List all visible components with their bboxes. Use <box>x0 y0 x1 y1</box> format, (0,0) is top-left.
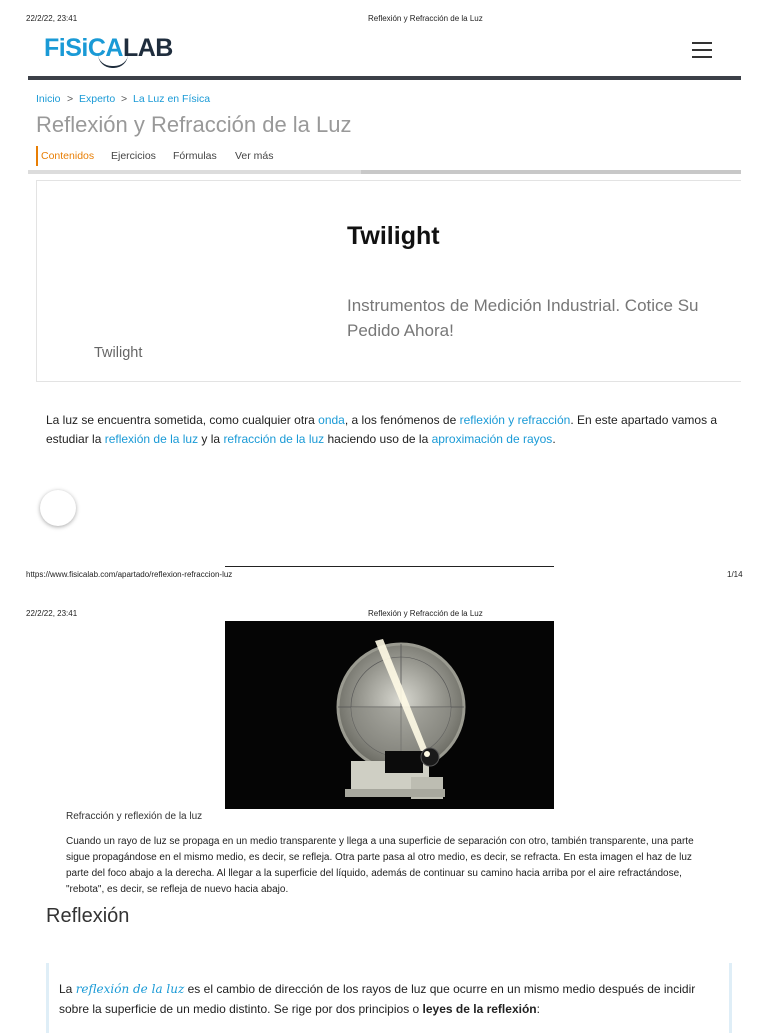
intro-text: , a los fenómenos de <box>344 413 460 427</box>
logo-text-part1: FiSiCA <box>44 34 123 62</box>
intro-text: . En este apartado vamos a estudiar la <box>46 413 718 446</box>
intro-text: La luz se encuentra sometida, como cualquier otra <box>46 413 319 427</box>
breadcrumb-separator: > <box>121 93 128 105</box>
print-datetime: 22/2/22, 23:41 <box>26 14 78 23</box>
figure-caption-text: Cuando un rayo de luz se propaga en un medio transparente y llega a una superficie de separación con otro, también transparente, una parte sigue propagándose en el mismo medio, es decir, se refleja. Otra parte pasa al otro medio, es decir, se refracta. En esta imagen el haz de luz parte del foco abajo a la derecha. Al llegar a la superficie del líquido, además de continuar su camino hacia arriba por el aire refractándose, "rebota", es decir, se refleja de nuevo hacia abajo. <box>66 836 694 895</box>
loading-spinner <box>40 490 76 526</box>
ad-description[interactable]: Instrumentos de Medición Industrial. Cotice Su Pedido Ahora! <box>347 296 699 340</box>
definition-text <box>59 979 719 1019</box>
section-heading-reflexion: Reflexión <box>46 905 130 927</box>
tab-contenidos[interactable]: Contenidos <box>41 150 95 162</box>
breadcrumb-item-inicio[interactable]: Inicio <box>36 93 61 105</box>
print-url: https://www.fisicalab.com/apartado/reflexion-refraccion-luz <box>26 570 233 579</box>
logo-smile-mark <box>98 54 128 68</box>
print-page-number: 1/14 <box>727 570 743 579</box>
link-aproximacion-rayos[interactable]: aproximación de rayos <box>431 431 553 446</box>
ad-advertiser-label[interactable]: Twilight <box>94 345 143 361</box>
link-reflexion-refraccion[interactable]: reflexión y refracción <box>459 413 571 427</box>
definition-text-part: : <box>536 1002 540 1016</box>
hamburger-icon[interactable] <box>692 42 712 63</box>
link-onda[interactable]: onda <box>318 413 345 427</box>
intro-text: haciendo uso de la <box>324 431 432 446</box>
print-page-title: Reflexión y Refracción de la Luz <box>368 609 483 618</box>
tabs-progress-bar <box>28 170 361 174</box>
active-tab-marker <box>36 146 38 166</box>
breadcrumb-separator: > <box>67 93 74 105</box>
figure-caption-title: Refracción y reflexión de la luz <box>66 811 203 822</box>
intro-text: . <box>552 431 556 446</box>
link-reflexion-de-la-luz[interactable]: reflexión de la luz <box>75 982 185 996</box>
definition-text-part: La <box>59 982 76 996</box>
image-bottom-edge <box>225 566 554 567</box>
logo-text-part2: LAB <box>122 34 173 62</box>
tab-formulas[interactable]: Fórmulas <box>173 150 217 162</box>
link-refraccion-luz[interactable]: refracción de la luz <box>223 431 325 446</box>
definition-text-part: es el cambio de dirección de los rayos de luz que ocurre en un mismo medio después de incidir sobre la superficie de un medio distinto. Se rige por dos principios o <box>59 982 696 1016</box>
refraction-reflection-photo <box>225 621 554 809</box>
tab-ver-mas[interactable]: Ver más <box>235 150 274 162</box>
link-reflexion-luz[interactable]: reflexión de la luz <box>104 431 199 446</box>
print-datetime: 22/2/22, 23:41 <box>26 609 78 618</box>
page-title: Reflexión y Refracción de la Luz <box>36 112 352 137</box>
tab-ejercicios[interactable]: Ejercicios <box>111 150 156 162</box>
ad-title[interactable]: Twilight <box>347 222 440 250</box>
breadcrumb-item-experto[interactable]: Experto <box>79 93 116 105</box>
print-page-title: Reflexión y Refracción de la Luz <box>368 14 483 23</box>
breadcrumb-item-luz-en-fisica[interactable]: La Luz en Física <box>133 93 211 105</box>
tabs-track <box>361 170 741 174</box>
intro-text: y la <box>198 431 224 446</box>
header-divider <box>28 76 741 80</box>
leyes-reflexion-bold: leyes de la reflexión <box>422 1002 537 1016</box>
optics-apparatus-illustration <box>225 621 554 809</box>
intro-paragraph <box>46 411 736 448</box>
